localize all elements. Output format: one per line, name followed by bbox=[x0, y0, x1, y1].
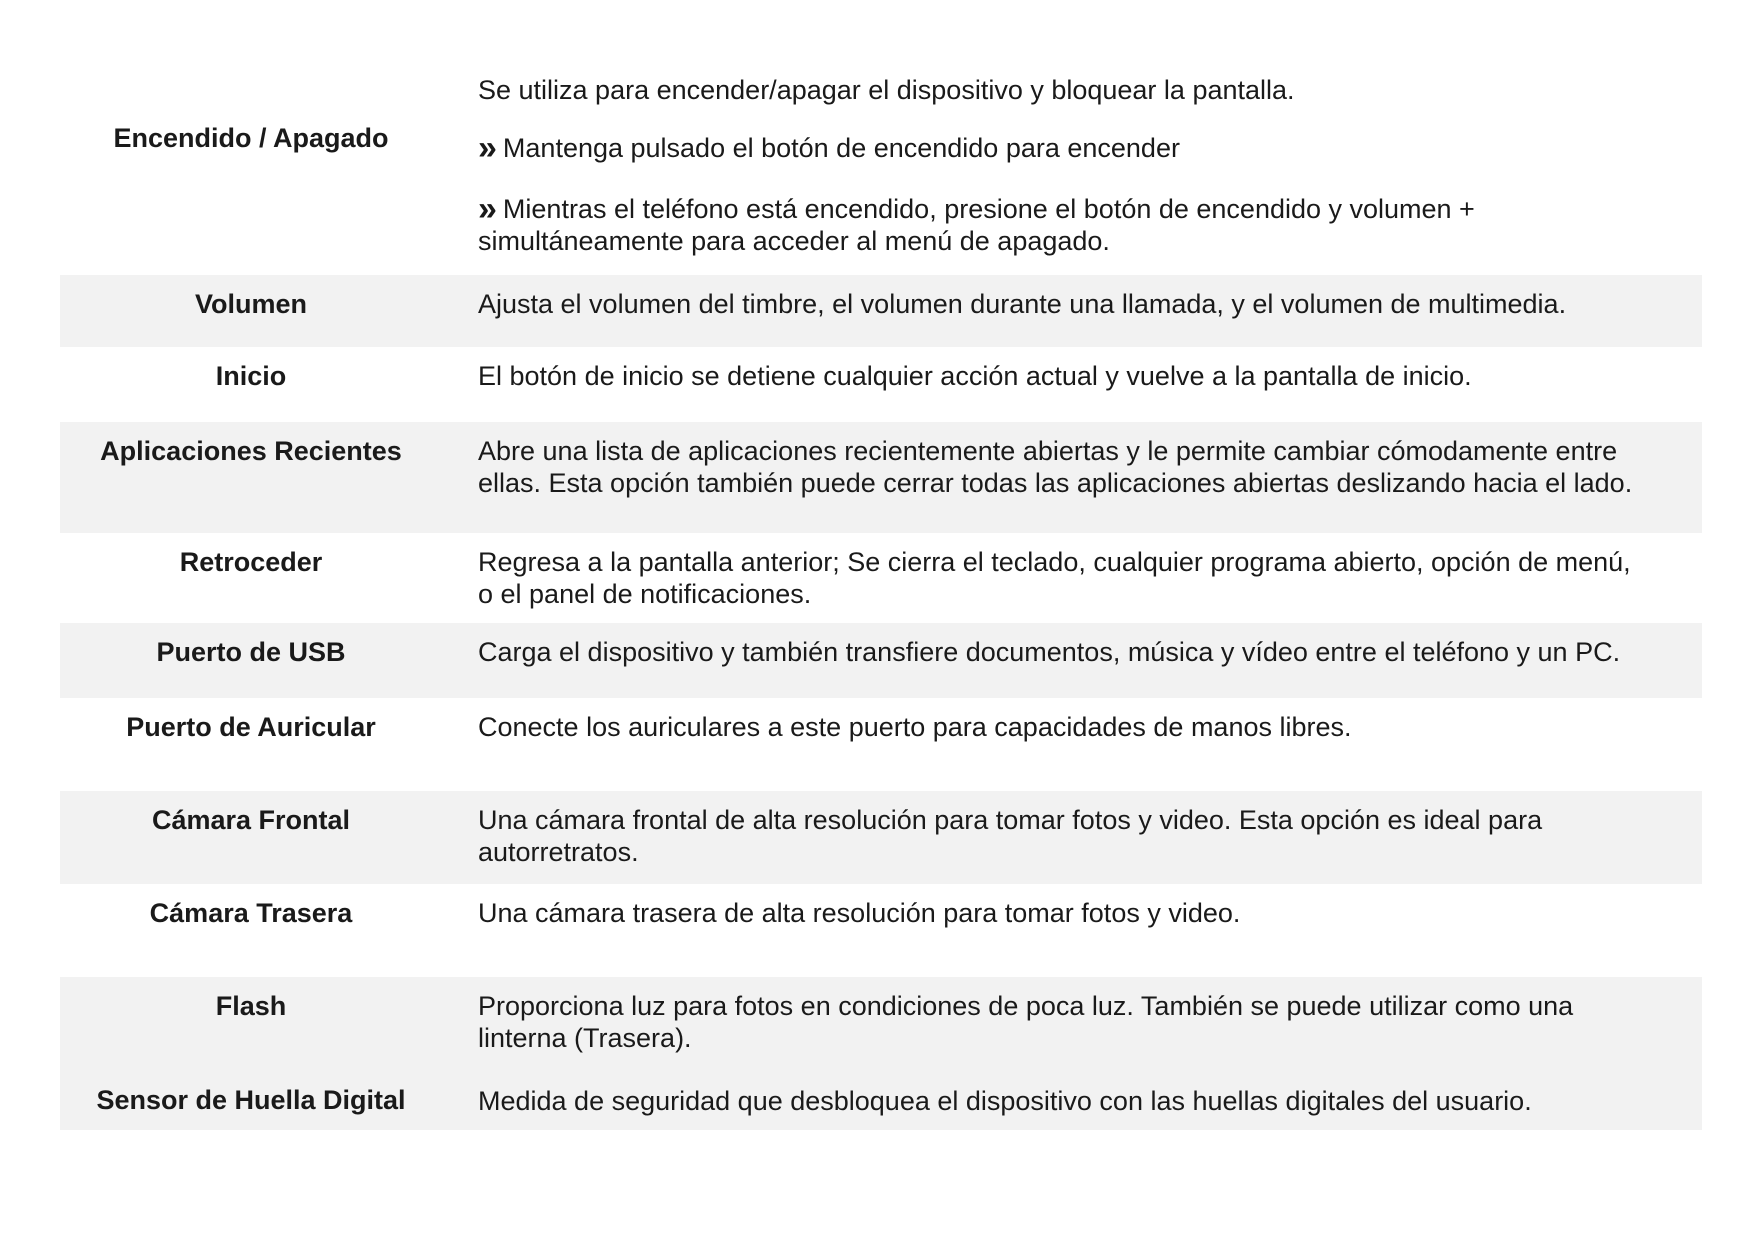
row-description bbox=[478, 804, 1698, 868]
table-row-recent-apps bbox=[60, 422, 1702, 533]
row-description-fingerprint: Medida de seguridad que desbloquea el dispositivo con las huellas digitales del usuario. bbox=[478, 1086, 1532, 1116]
desc-line: linterna (Trasera). bbox=[478, 1023, 692, 1053]
desc-line: Abre una lista de aplicaciones recientemente abiertas y le permite cambiar cómodamente entre bbox=[478, 436, 1618, 466]
row-description bbox=[478, 546, 1698, 610]
row-label: Puerto de Auricular bbox=[126, 712, 376, 742]
row-description: Ajusta el volumen del timbre, el volumen durante una llamada, y el volumen de multimedia. bbox=[478, 289, 1567, 319]
row-label: Flash bbox=[215, 991, 287, 1021]
bullet-text: Mantenga pulsado el botón de encendido para encender bbox=[502, 133, 1180, 163]
row-label: Cámara Trasera bbox=[149, 898, 353, 928]
desc-line: Regresa a la pantalla anterior; Se cierra el teclado, cualquier programa abierto, opción de menú, bbox=[478, 547, 1631, 577]
row-label: Volumen bbox=[194, 289, 307, 319]
table-row-volume bbox=[60, 275, 1702, 347]
table-row-rear-camera bbox=[60, 884, 1702, 977]
chevron-right-icon: » bbox=[478, 129, 497, 167]
desc-line: Una cámara frontal de alta resolución para tomar fotos y video. Esta opción es ideal para bbox=[478, 805, 1543, 835]
row-description: Conecte los auriculares a este puerto para capacidades de manos libres. bbox=[478, 712, 1352, 742]
row-label: Retroceder bbox=[179, 547, 323, 577]
row-label: Cámara Frontal bbox=[151, 805, 351, 835]
desc-line: Proporciona luz para fotos en condiciones de poca luz. También se puede utilizar como una bbox=[478, 991, 1574, 1021]
row-description: Una cámara trasera de alta resolución para tomar fotos y video. bbox=[478, 898, 1241, 928]
table-row-power bbox=[60, 60, 1702, 275]
table-row-usb-port bbox=[60, 623, 1702, 698]
row-label-fingerprint: Sensor de Huella Digital bbox=[96, 1085, 406, 1115]
desc-line: autorretratos. bbox=[478, 837, 639, 867]
row-bullet bbox=[478, 190, 1698, 257]
row-description: Se utiliza para encender/apagar el dispositivo y bloquear la pantalla. bbox=[478, 75, 1295, 105]
table-row-back bbox=[60, 533, 1702, 623]
table-row-home bbox=[60, 347, 1702, 422]
row-description: El botón de inicio se detiene cualquier acción actual y vuelve a la pantalla de inicio. bbox=[478, 361, 1472, 391]
row-bullet bbox=[478, 129, 1698, 167]
table-row-flash bbox=[60, 977, 1702, 1130]
bullet-continuation: simultáneamente para acceder al menú de apagado. bbox=[478, 226, 1110, 256]
row-label: Inicio bbox=[215, 361, 287, 391]
table-row-front-camera bbox=[60, 791, 1702, 884]
row-description bbox=[478, 990, 1698, 1054]
desc-line: o el panel de notificaciones. bbox=[478, 579, 812, 609]
row-label: Encendido / Apagado bbox=[113, 123, 389, 153]
row-label: Puerto de USB bbox=[156, 637, 346, 667]
table-row-headphone-port bbox=[60, 698, 1702, 791]
row-label: Aplicaciones Recientes bbox=[100, 436, 402, 466]
chevron-right-icon: » bbox=[478, 190, 497, 228]
row-description bbox=[478, 435, 1698, 499]
bullet-text: Mientras el teléfono está encendido, presione el botón de encendido y volumen + bbox=[502, 194, 1475, 224]
desc-line: ellas. Esta opción también puede cerrar todas las aplicaciones abiertas deslizando hacia el lado. bbox=[478, 468, 1633, 498]
row-description: Carga el dispositivo y también transfiere documentos, música y vídeo entre el teléfono y un PC. bbox=[478, 637, 1621, 667]
